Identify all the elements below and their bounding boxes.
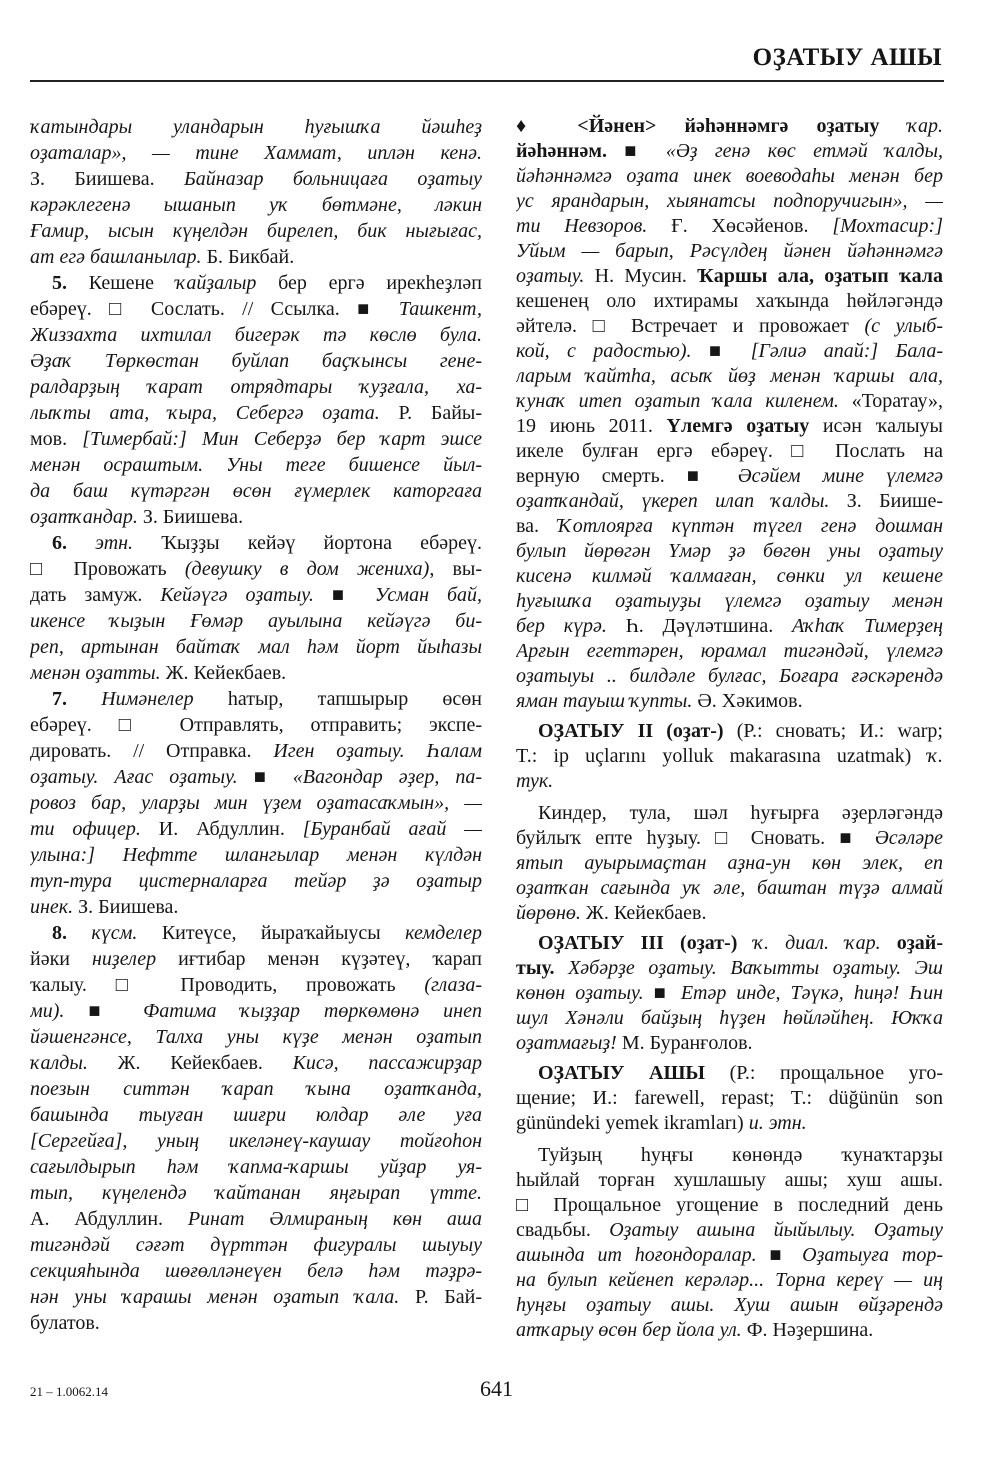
plain-text: ҡалыу. □ Проводить, провожать bbox=[30, 974, 425, 996]
entry-paragraph bbox=[516, 719, 943, 794]
italic-text: и. этн. bbox=[748, 1112, 807, 1134]
text-line bbox=[516, 564, 943, 589]
italic-text: ус ярандарын, хыянатсы подпоручигын», — bbox=[516, 190, 943, 212]
italic-text: нән уны ҡарашы менән оҙатып ҡала. bbox=[30, 1286, 415, 1308]
italic-text: Әҙаҡ Төркөстан буйлап баҫҡынсы гене- bbox=[30, 350, 482, 372]
text-line bbox=[30, 1050, 482, 1076]
italic-text: (девушку в дом жениха) bbox=[184, 558, 430, 580]
text-line bbox=[30, 1206, 482, 1232]
text-line bbox=[516, 931, 943, 956]
text-line bbox=[30, 1258, 482, 1284]
italic-text: Хәбәрҙе оҙатыу. Ваҡытты оҙатыу. Эш bbox=[568, 957, 943, 979]
text-line bbox=[30, 1284, 482, 1310]
italic-text: туп-тура цистерналарға тейәр ҙә оҙатыр bbox=[30, 870, 482, 892]
italic-text: ҡайҙалыр bbox=[175, 272, 257, 294]
italic-text: оҙатҡан сағында уҡ әле, баштан түҙә алмай bbox=[516, 877, 943, 899]
italic-text: ҡунаҡ итеп оҙатып ҡала киленем. bbox=[516, 390, 852, 412]
plain-text: □ Провожать bbox=[30, 558, 185, 580]
bold-text: оҙай- bbox=[896, 932, 943, 954]
italic-text: күсм. bbox=[91, 922, 162, 944]
text-line bbox=[516, 589, 943, 614]
text-line bbox=[30, 1310, 482, 1336]
plain-text: □ Прощальное угощение в последний день bbox=[516, 1194, 943, 1216]
plain-text: Ә. Хәкимов. bbox=[697, 690, 803, 712]
text-line bbox=[516, 1006, 943, 1031]
plain-text: мов. bbox=[30, 428, 83, 450]
italic-text: оҙатыу. bbox=[516, 265, 595, 287]
italic-text: яман тауыш ҡупты. bbox=[516, 690, 698, 712]
italic-text: ралдарҙың ҡарат отрядтары ҡуҙғала, ха- bbox=[30, 376, 482, 398]
italic-text: Ринат Әлмираның көн аша bbox=[187, 1208, 482, 1230]
italic-text: Уйым — барып, Рәсүлдең йәнен йәһәннәмгә bbox=[516, 240, 943, 262]
italic-text: секцияһында шөғөлләнеүен белә һәм тәҙрә- bbox=[30, 1260, 482, 1282]
italic-text: Кисә, пассажирҙар bbox=[292, 1052, 482, 1074]
text-line bbox=[30, 816, 482, 842]
italic-text: Етәр инде, Тәүкә, һиңә! Һин bbox=[680, 982, 943, 1004]
sense-paragraph bbox=[30, 270, 482, 530]
text-line bbox=[516, 289, 943, 314]
plain-text: Р. Байы- bbox=[398, 402, 482, 424]
plain-text: Ғ. Хөсәйенов. bbox=[671, 215, 833, 237]
plain-text: günündeki yemek ikramları) bbox=[516, 1112, 749, 1134]
text-line bbox=[516, 514, 943, 539]
italic-text: ҡалды. bbox=[30, 1052, 118, 1074]
plain-text: Ж. Кейекбаев. bbox=[117, 1052, 293, 1074]
text-line bbox=[516, 339, 943, 364]
italic-text: лыҡты ата, ҡыра, Себергә оҙата. bbox=[30, 402, 399, 424]
text-line bbox=[516, 876, 943, 901]
text-line bbox=[30, 582, 482, 608]
text-line bbox=[30, 998, 482, 1024]
italic-text: [Буранбай ағай — bbox=[302, 818, 482, 840]
italic-text: икенсе ҡыҙын Ғөмәр ауылына кейәүгә би- bbox=[30, 610, 482, 632]
italic-text: оҙатыуы .. билдәле булғас, Боғара ғәскәрендә bbox=[516, 665, 943, 687]
text-line bbox=[30, 660, 482, 686]
italic-text: ат егә башланылар. bbox=[30, 246, 207, 268]
plain-text: Ж. Кейекбаев. bbox=[165, 662, 287, 684]
italic-text: башында тыуған шиғри юлдар әле уға bbox=[30, 1104, 482, 1126]
bold-text: 5. bbox=[52, 272, 89, 294]
plain-text: З. Биишева. bbox=[78, 896, 179, 918]
text-line bbox=[516, 1168, 943, 1193]
plain-text: щение; И.: farewell, repast; T.: düğünün son bbox=[516, 1087, 943, 1109]
text-line bbox=[30, 1024, 482, 1050]
text-line bbox=[516, 981, 943, 1006]
italic-text: ҡар. bbox=[907, 115, 943, 137]
text-line bbox=[30, 842, 482, 868]
plain-text: Кешене bbox=[88, 272, 176, 294]
text-line bbox=[30, 400, 482, 426]
plain-text: Туйҙың һуңғы көнөндә ҡунаҡтарҙы bbox=[538, 1144, 943, 1166]
bold-text: 8. bbox=[52, 922, 92, 944]
text-line bbox=[30, 1180, 482, 1206]
plain-text: (Р.: сновать; И.: warp; bbox=[723, 720, 943, 742]
italic-text: Арғын егеттәрен, юрамал тигәндәй, үлемгә bbox=[516, 640, 943, 662]
text-line bbox=[516, 769, 943, 794]
italic-text: [Мохтасир:] bbox=[832, 215, 943, 237]
text-line bbox=[516, 1086, 943, 1111]
plain-text: ■ bbox=[88, 1000, 144, 1022]
definition-paragraph bbox=[516, 801, 943, 926]
text-line bbox=[516, 1193, 943, 1218]
text-line bbox=[516, 214, 943, 239]
plain-text: кешенең оло ихтирамы хаҡында һөйләгәндә bbox=[516, 290, 943, 312]
text-line bbox=[516, 1243, 943, 1268]
text-line bbox=[30, 322, 482, 348]
text-line bbox=[30, 426, 482, 452]
text-line bbox=[30, 790, 482, 816]
plain-text: «Торатау», bbox=[851, 390, 943, 412]
bold-text: Үлемгә оҙатыу bbox=[666, 415, 810, 437]
bold-text: ОҘАТЫУ АШЫ bbox=[538, 1062, 706, 1084]
italic-text: менән осраштым. Уны теге бишенсе йыл- bbox=[30, 454, 482, 476]
italic-text: ятып ауырымаҫтан аҙна-ун көн элек, еп bbox=[516, 852, 943, 874]
plain-text: булатов. bbox=[30, 1312, 100, 1334]
text-line bbox=[30, 140, 482, 166]
italic-text: [Гәлиә апай:] Бала- bbox=[750, 340, 943, 362]
text-line bbox=[30, 1232, 482, 1258]
running-head: ОҘАТЫУ АШЫ bbox=[752, 44, 942, 71]
plain-text: ебәреү. □ Сослать. // Ссылка. ■ bbox=[30, 298, 399, 320]
text-line bbox=[30, 218, 482, 244]
plain-text: Б. Бикбай. bbox=[206, 246, 295, 268]
italic-text: оҙатҡандар. bbox=[30, 506, 143, 528]
plain-text: ■ bbox=[769, 1244, 803, 1266]
italic-text: һуғышҡа оҙатыуҙы үлемгә оҙатыу менән bbox=[516, 590, 943, 612]
text-line bbox=[30, 374, 482, 400]
text-line bbox=[516, 639, 943, 664]
italic-text: көнөн оҙатыу. bbox=[516, 982, 654, 1004]
plain-text: дировать. // Отправка. bbox=[30, 740, 274, 762]
text-line bbox=[516, 956, 943, 981]
text-line bbox=[30, 114, 482, 140]
text-line bbox=[516, 851, 943, 876]
text-line bbox=[30, 348, 482, 374]
italic-text: кисенә килмәй ҡалмаған, сөнки ул кешене bbox=[516, 565, 943, 587]
italic-text: [Сергейға], уның икеләнеү-каушау тойғоһон bbox=[30, 1130, 482, 1152]
text-line bbox=[516, 1293, 943, 1318]
definition-paragraph bbox=[516, 1143, 943, 1343]
italic-text: булып йөрөгән Үмәр ҙә бөгөн уны оҙатыу bbox=[516, 540, 943, 562]
sense-paragraph bbox=[30, 530, 482, 686]
text-line bbox=[516, 364, 943, 389]
italic-text: Фатима ҡыҙҙар төркөмөнә инеп bbox=[143, 1000, 482, 1022]
bold-text: Ҡаршы ала, оҙатып ҡала bbox=[697, 265, 943, 287]
text-line bbox=[516, 1268, 943, 1293]
italic-text: һуңғы оҙатыу ашы. Хуш ашын өйҙәрендә bbox=[516, 1294, 943, 1316]
sense-paragraph bbox=[30, 920, 482, 1336]
text-line bbox=[30, 738, 482, 764]
text-line bbox=[30, 868, 482, 894]
text-line bbox=[30, 504, 482, 530]
italic-text: Оҙатыуға тор- bbox=[802, 1244, 943, 1266]
plain-text: И. Абдуллин. bbox=[158, 818, 303, 840]
entry-paragraph bbox=[516, 1061, 943, 1136]
text-line bbox=[516, 139, 943, 164]
text-line bbox=[30, 634, 482, 660]
entry-paragraph bbox=[516, 931, 943, 1056]
italic-text: Ташкент, bbox=[398, 298, 482, 320]
plain-text: З. Биишева. bbox=[30, 168, 184, 190]
plain-text: дать замуж. bbox=[30, 584, 161, 606]
bold-text: 6. bbox=[52, 532, 96, 554]
italic-text: менән оҙатты. bbox=[30, 662, 166, 684]
italic-text: Жиззахта ихтилал бигерәк тә көслө була. bbox=[30, 324, 482, 346]
italic-text: «Әҙ генә көс етмәй ҡалды, bbox=[665, 140, 943, 162]
text-line bbox=[30, 946, 482, 972]
text-line bbox=[30, 296, 482, 322]
header-rule bbox=[30, 80, 944, 82]
italic-text: оҙатмағыҙ! bbox=[516, 1032, 622, 1054]
text-line bbox=[30, 894, 482, 920]
text-line bbox=[516, 901, 943, 926]
text-line bbox=[516, 744, 943, 769]
italic-text: ҡ. диал. ҡар. bbox=[753, 932, 897, 954]
plain-text: һатыр, тапшырыр өсөн bbox=[193, 688, 482, 710]
text-line bbox=[516, 1111, 943, 1136]
italic-text: йәһәннәмгә оҙата инек воеводаһы менән бер bbox=[516, 165, 943, 187]
text-line bbox=[516, 539, 943, 564]
text-line bbox=[30, 1076, 482, 1102]
italic-text: Усман бай, bbox=[374, 584, 482, 606]
text-line bbox=[30, 686, 482, 712]
bold-text: тыу. bbox=[516, 957, 569, 979]
text-line bbox=[30, 764, 482, 790]
italic-text: ҡ. bbox=[927, 745, 943, 767]
italic-text: кәрәклегенә ышанып уҡ бөтмәне, ләкин bbox=[30, 194, 482, 216]
page-number: 641 bbox=[480, 1376, 513, 1401]
italic-text: Оҙатыу ашына йыйылыу. Оҙатыу bbox=[609, 1219, 943, 1241]
italic-text: тып, күңелендә ҡайтанан яңғырап үтте. bbox=[30, 1182, 482, 1204]
text-line bbox=[30, 920, 482, 946]
italic-text: ти Невзоров. bbox=[516, 215, 672, 237]
text-line bbox=[516, 389, 943, 414]
italic-text: ровоз бар, уларҙы мин үҙем оҙатасаҡмын», — bbox=[30, 792, 482, 814]
text-line bbox=[516, 164, 943, 189]
text-line bbox=[30, 452, 482, 478]
plain-text: икеле булған ергә ебәреү. □ Послать на bbox=[516, 440, 943, 462]
italic-text: оҙатҡандай, үкереп илап ҡалды. bbox=[516, 490, 847, 512]
text-line bbox=[516, 801, 943, 826]
italic-text: атҡарыу өсөн бер йола ул. bbox=[516, 1319, 747, 1341]
printer-signature: 21 – 1.0062.14 bbox=[30, 1384, 108, 1399]
text-line bbox=[30, 608, 482, 634]
plain-text: 19 июнь 2011. bbox=[516, 415, 667, 437]
plain-text: Н. Мусин. bbox=[594, 265, 698, 287]
text-line bbox=[30, 972, 482, 998]
italic-text: улына:] Нефтте шлангылар менән күлдән bbox=[30, 844, 482, 866]
plain-text: ■ bbox=[708, 340, 751, 362]
italic-text: оҙатыу. Ағас оҙатыу. bbox=[30, 766, 254, 788]
italic-text: Байназар больницаға оҙатыу bbox=[183, 168, 482, 190]
plain-text: ебәреү. □ Отправлять, отправить; экспе- bbox=[30, 714, 482, 736]
italic-text: оҙаталар», — тине Хаммат, иплән кенә. bbox=[30, 142, 482, 164]
plain-text: ■ bbox=[253, 766, 293, 788]
plain-text: Киндер, тула, шәл һуғырға әҙерләгәндә bbox=[538, 802, 943, 824]
text-line bbox=[516, 414, 943, 439]
italic-text: Аҡһаҡ Тимерҙең bbox=[792, 615, 943, 637]
plain-text: иғтибар менән күҙәтеү, ҡарап bbox=[156, 948, 482, 970]
plain-text: З. Биишева. bbox=[142, 506, 244, 528]
plain-text: (Р.: прощальное уго- bbox=[705, 1062, 943, 1084]
bold-text: 7. bbox=[52, 688, 102, 710]
plain-text: буйлыҡ епте һуҙыу. □ Сновать. ■ bbox=[516, 827, 875, 849]
text-line bbox=[30, 1154, 482, 1180]
bold-text: ОҘАТЫУ III (оҙат-) bbox=[538, 932, 754, 954]
plain-text: йәки bbox=[30, 948, 92, 970]
left-column bbox=[30, 114, 482, 1336]
right-column bbox=[516, 114, 943, 1343]
italic-text: тигәндәй сәғәт дүрттән фигуралы шыуыу bbox=[30, 1234, 482, 1256]
text-line bbox=[30, 1102, 482, 1128]
italic-text: реп, артынан байтаҡ мал һәм йорт йыһазы bbox=[30, 636, 482, 658]
italic-text: йәшенгәнсе, Талха уны күҙе менән оҙатып bbox=[30, 1026, 482, 1048]
plain-text: М. Буранғолов. bbox=[621, 1032, 753, 1054]
italic-text: Кейәүгә оҙатыу. bbox=[160, 584, 332, 606]
italic-text: тук. bbox=[516, 770, 554, 792]
italic-text: ларым ҡайтһа, асыҡ йөҙ менән ҡаршы ала, bbox=[516, 365, 943, 387]
plain-text: әйтелә. □ Встречает и провожает bbox=[516, 315, 865, 337]
text-line bbox=[516, 489, 943, 514]
text-line bbox=[516, 1031, 943, 1056]
phrase-paragraph bbox=[516, 114, 943, 714]
plain-text: ва. bbox=[516, 515, 558, 537]
sense-paragraph bbox=[30, 686, 482, 920]
bold-text: ОҘАТЫУ II (оҙат-) bbox=[538, 720, 724, 742]
plain-text: ■ bbox=[331, 584, 375, 606]
text-line bbox=[30, 530, 482, 556]
italic-text: Ғамир, ысын күңелдән бирелеп, бик нығығас, bbox=[30, 220, 482, 242]
text-line bbox=[516, 264, 943, 289]
text-line bbox=[516, 689, 943, 714]
italic-text: ашында ит һоғондоралар. bbox=[516, 1244, 770, 1266]
plain-text: свадьбы. bbox=[516, 1219, 610, 1241]
text-line bbox=[516, 314, 943, 339]
text-line bbox=[30, 478, 482, 504]
plain-text: , вы- bbox=[429, 558, 482, 580]
italic-text: сағылдырып һәм ҡапма-ҡаршы уйҙар уя- bbox=[30, 1156, 482, 1178]
plain-text: Китеүсе, йыраҡайыусы bbox=[161, 922, 406, 944]
text-line bbox=[30, 1128, 482, 1154]
text-line bbox=[516, 189, 943, 214]
italic-text: кой, с радостью). bbox=[516, 340, 709, 362]
italic-text: Нимәнелер bbox=[101, 688, 194, 710]
text-line bbox=[30, 556, 482, 582]
bold-text: йәһәннәм. bbox=[516, 140, 625, 162]
text-line bbox=[30, 712, 482, 738]
text-line bbox=[516, 826, 943, 851]
text-line bbox=[30, 244, 482, 270]
plain-text: Ҡыҙҙы кейәү йортона ебәреү. bbox=[161, 532, 482, 554]
plain-text: ■ bbox=[624, 140, 666, 162]
text-line bbox=[30, 270, 482, 296]
italic-text: на булып кейенеп керәләр... Торна кереү — иң bbox=[516, 1269, 943, 1291]
plain-text: З. Биише- bbox=[846, 490, 943, 512]
italic-text: бер күрә. bbox=[516, 615, 626, 637]
text-line bbox=[516, 464, 943, 489]
plain-text: ♦ bbox=[516, 115, 578, 137]
italic-text: Иген оҙатыу. Һалам bbox=[273, 740, 482, 762]
text-line bbox=[516, 239, 943, 264]
plain-text: Ж. Кейекбаев. bbox=[585, 902, 707, 924]
plain-text: T.: ip uçlarını yolluk makarasına uzatmak) bbox=[516, 745, 928, 767]
plain-text: исән ҡалыуы bbox=[809, 415, 943, 437]
text-line bbox=[516, 664, 943, 689]
plain-text: бер ергә ирекһеҙләп bbox=[256, 272, 482, 294]
text-line bbox=[516, 719, 943, 744]
plain-text: Һ. Дәүләтшина. bbox=[625, 615, 793, 637]
italic-text: (с улыб- bbox=[864, 315, 943, 337]
text-line bbox=[516, 114, 943, 139]
italic-text: этн. bbox=[95, 532, 162, 554]
italic-text: ниҙелер bbox=[91, 948, 157, 970]
text-line bbox=[30, 192, 482, 218]
italic-text: (глаза- bbox=[424, 974, 482, 996]
italic-text: да баш күтәргән өсөн ғүмерлек каторгаға bbox=[30, 480, 482, 502]
plain-text: Р. Бай- bbox=[414, 1286, 482, 1308]
plain-text: ■ bbox=[653, 982, 681, 1004]
italic-text: Әсәләре bbox=[874, 827, 943, 849]
continuation-paragraph bbox=[30, 114, 482, 270]
italic-text: йөрөнө. bbox=[516, 902, 586, 924]
italic-text: ҡатындары уландарын һуғышҡа йәшһеҙ bbox=[30, 116, 482, 138]
text-line bbox=[516, 1143, 943, 1168]
italic-text: Әсәйем мине үлемгә bbox=[737, 465, 943, 487]
text-line bbox=[516, 1061, 943, 1086]
italic-text: инек. bbox=[30, 896, 79, 918]
text-line bbox=[30, 166, 482, 192]
plain-text: А. Абдуллин. bbox=[30, 1208, 188, 1230]
plain-text: верную смерть. ■ bbox=[516, 465, 738, 487]
italic-text: [Тимербай:] Мин Себерҙә бер ҡарт эшсе bbox=[82, 428, 482, 450]
italic-text: кемделер bbox=[405, 922, 482, 944]
text-line bbox=[516, 1318, 943, 1343]
italic-text: Ҡотлоярға күптән түгел генә дошман bbox=[557, 515, 943, 537]
text-line bbox=[516, 439, 943, 464]
italic-text: ми). bbox=[30, 1000, 89, 1022]
text-line bbox=[516, 1218, 943, 1243]
plain-text: Ф. Нәҙершина. bbox=[746, 1319, 874, 1341]
italic-text: ти офицер. bbox=[30, 818, 159, 840]
plain-text: һыйлай торған хушлашыу ашы; хуш ашы. bbox=[516, 1169, 943, 1191]
italic-text: «Вагондар әҙер, па- bbox=[292, 766, 482, 788]
italic-text: шул Хәнәли байҙың һүҙен һөйләйһең. Юҡҡа bbox=[516, 1007, 943, 1029]
text-line bbox=[516, 614, 943, 639]
italic-text: поезын ситтән ҡарап ҡына оҙатҡанда, bbox=[30, 1078, 482, 1100]
bold-text: <Йәнен> йәһәннәмгә оҙатыу bbox=[577, 115, 908, 137]
